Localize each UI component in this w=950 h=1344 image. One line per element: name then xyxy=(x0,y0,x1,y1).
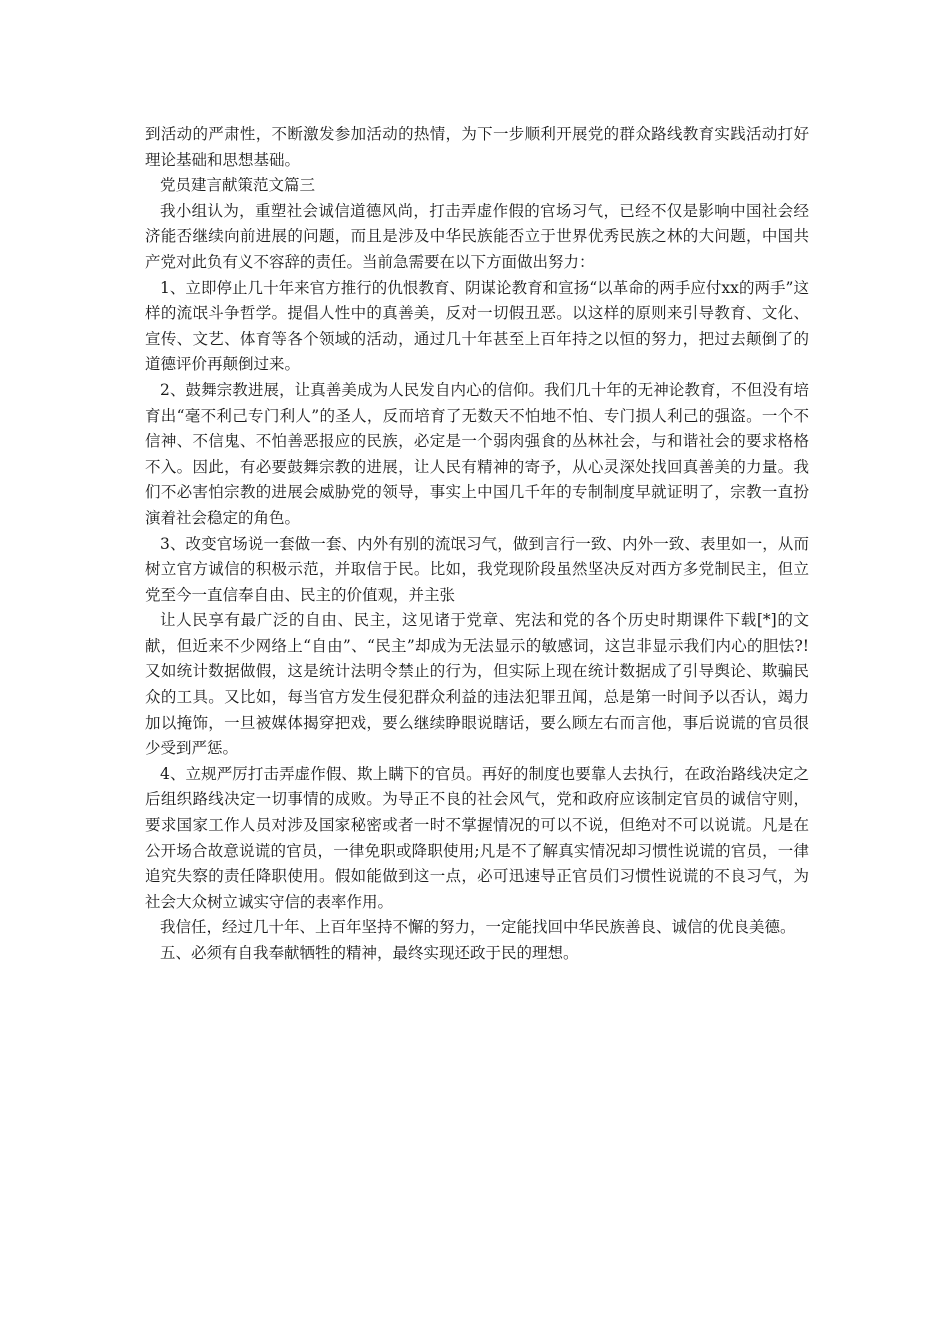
paragraph-intro: 我小组认为，重塑社会诚信道德风尚，打击弄虚作假的官场习气，已经不仅是影响中国社会经济能否继续向前进展的问题，而且是涉及中华民族能否立于世界优秀民族之林的大问题，中国共产党对此负有义不容辞的责任。当前急需要在以下方面做出努力： xyxy=(145,201,809,271)
paragraph-item-3-continued: 让人民享有最广泛的自由、民主，这见诸于党章、宪法和党的各个历史时期课件下载[*]的文献，但近来不少网络上“自由”、“民主”却成为无法显示的敏感词，这岂非显示我们内心的胆怯?!又如统计数据做假，这是统计法明令禁止的行为，但实际上现在统计数据成了引导舆论、欺骗民众的工具。又比如，每当官方发生侵犯群众利益的违法犯罪丑闻，总是第一时间予以否认，竭力加以掩饰，一旦被媒体揭穿把戏，要么继续睁眼说瞎话，要么顾左右而言他，事后说谎的官员很少受到严惩。 xyxy=(145,611,809,758)
document-body xyxy=(145,122,809,967)
paragraph-belief: 我信任，经过几十年、上百年坚持不懈的努力，一定能找回中华民族善良、诚信的优良美德。 xyxy=(160,918,796,937)
paragraph-item-2: 2、鼓舞宗教进展，让真善美成为人民发自内心的信仰。我们几十年的无神论教育，不但没有培育出“毫不利己专门利人”的圣人，反而培育了无数天不怕地不怕、专门损人利己的强盗。一个不信神、不信鬼、不怕善恶报应的民族，必定是一个弱肉强食的丛林社会，与和谐社会的要求格格不入。因此，有必要鼓舞宗教的进展，让人民有精神的寄予，从心灵深处找回真善美的力量。我们不必害怕宗教的进展会威胁党的领导，事实上中国几千年的专制制度早就证明了，宗教一直扮演着社会稳定的角色。 xyxy=(145,380,809,527)
paragraph-continuation: 到活动的严肃性，不断激发参加活动的热情，为下一步顺利开展党的群众路线教育实践活动打好理论基础和思想基础。 xyxy=(145,125,809,169)
paragraph-item-5: 五、必须有自我奉献牺牲的精神，最终实现还政于民的理想。 xyxy=(160,944,579,962)
section-heading: 党员建言献策范文篇三 xyxy=(160,176,316,195)
paragraph-item-1: 1、立即停止几十年来官方推行的仇恨教育、阴谋论教育和宣扬“以革命的两手应付xx的两手”这样的流氓斗争哲学。提倡人性中的真善美，反对一切假丑恶。以这样的原则来引导教育、文化、宣传、文艺、体育等各个领域的活动，通过几十年甚至上百年持之以恒的努力，把过去颠倒了的道德评价再颠倒过来。 xyxy=(145,278,809,374)
paragraph-item-3: 3、改变官场说一套做一套、内外有别的流氓习气，做到言行一致、内外一致、表里如一，从而树立官方诚信的积极示范，并取信于民。比如，我党现阶段虽然坚决反对西方多党制民主，但立党至今一直信奉自由、民主的价值观，并主张 xyxy=(145,534,809,604)
paragraph-item-4: 4、立规严厉打击弄虚作假、欺上瞒下的官员。再好的制度也要靠人去执行，在政治路线决定之后组织路线决定一切事情的成败。为导正不良的社会风气，党和政府应该制定官员的诚信守则，要求国家工作人员对涉及国家秘密或者一时不掌握情况的可以不说，但绝对不可以说谎。凡是在公开场合故意说谎的官员，一律免职或降职使用;凡是不了解真实情况却习惯性说谎的官员，一律追究失察的责任降职使用。假如能做到这一点，必可迅速导正官员们习惯性说谎的不良习气，为社会大众树立诚实守信的表率作用。 xyxy=(145,764,809,911)
